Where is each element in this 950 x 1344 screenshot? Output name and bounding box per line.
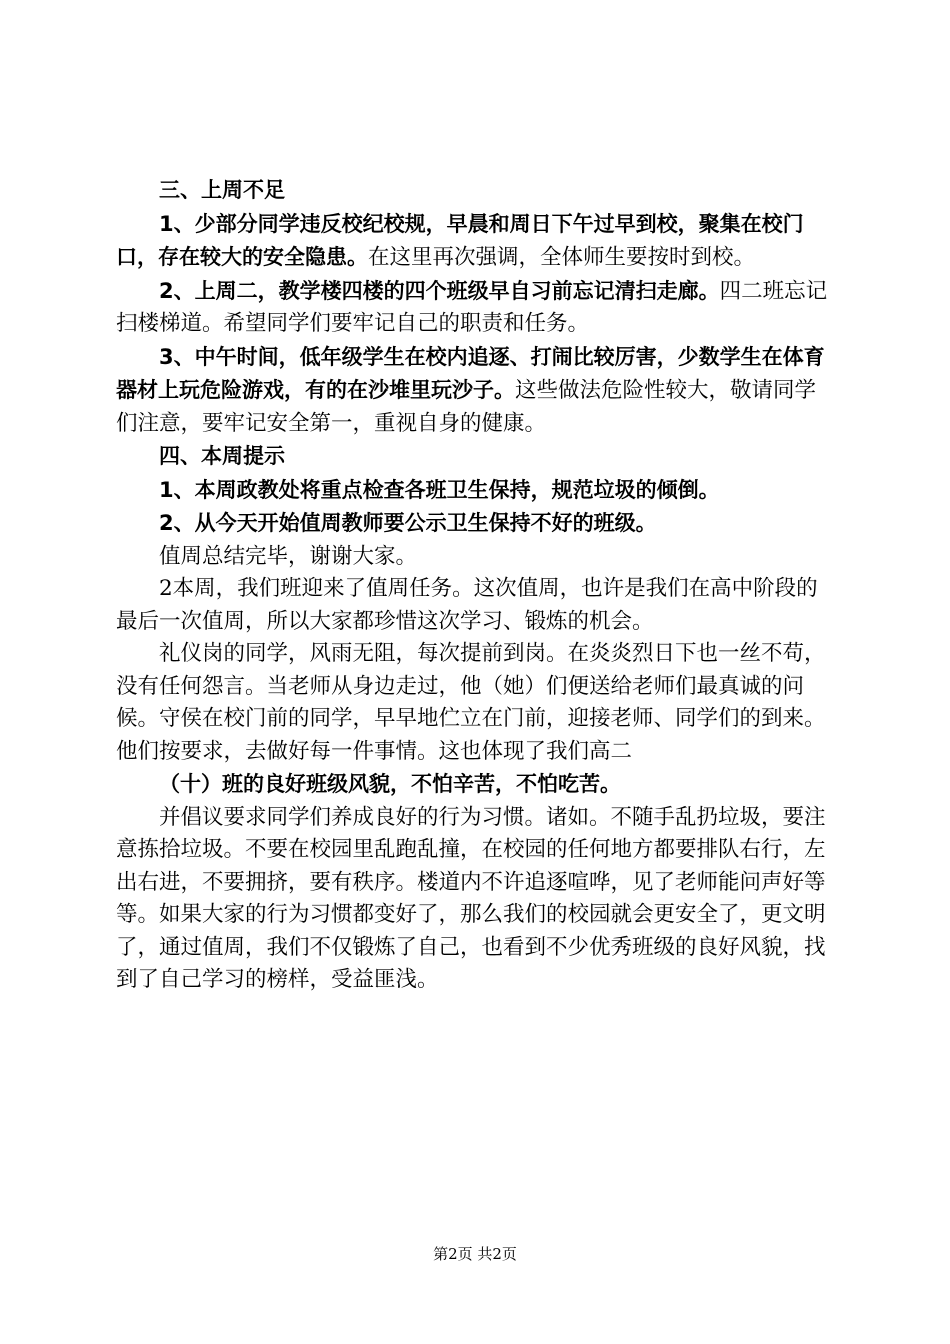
paragraph (116, 174, 836, 208)
regular-text: 在这里再次强调，全体师生要按时到校。 (368, 245, 756, 270)
paragraph (116, 440, 836, 474)
bold-text: 1、少部分同学违反校纪校规，早晨和周日下午过早到校，聚集在校门口，存在较大的安全隐患。 (116, 211, 804, 269)
bold-text: （十）班的良好班级风貌，不怕辛苦，不怕吃苦。 (159, 772, 621, 796)
paragraph (116, 507, 836, 541)
bold-text: 2、上周二，教学楼四楼的四个班级早自习前忘记清扫走廊。 (159, 278, 720, 303)
paragraph (116, 573, 836, 638)
page-footer: 第2页 共2页 (433, 1245, 517, 1263)
regular-text: 值周总结完毕，谢谢大家。 (159, 543, 418, 569)
bold-text: 3、中午时间，低年级学生在校内追逐、打闹比较厉害，少数学生在体育器材上玩危险游戏，有的在沙堆里玩沙子。 (116, 344, 825, 402)
paragraph (116, 802, 836, 997)
regular-text: 四二班忘记扫楼梯道。希望同学们要牢记自己的职责和任务。 (116, 278, 828, 336)
paragraph (116, 474, 836, 508)
paragraph (116, 208, 836, 275)
regular-text: 礼仪岗的同学，风雨无阻，每次提前到岗。在炎炎烈日下也一丝不苟，没有任何怨言。当老师从身边走过，他（她）们便送给老师们最真诚的问候。守侯在校门前的同学，早早地伫立在门前，迎接老师、同学们的到来。他们按要求，去做好每一件事情。这也体现了我们高二 (116, 641, 826, 764)
paragraph (116, 341, 836, 441)
bold-text: 四、本周提示 (159, 444, 285, 468)
bold-text: 1、本周政教处将重点检查各班卫生保持，规范垃圾的倾倒。 (159, 477, 720, 502)
paragraph (116, 541, 836, 574)
paragraph (116, 768, 836, 802)
regular-text: 并倡议要求同学们养成良好的行为习惯。诸如。不随手乱扔垃圾，要注意拣拾垃圾。不要在校园里乱跑乱撞，在校园的任何地方都要排队右行，左出右进，不要拥挤，要有秩序。楼道内不许追逐喧哗，见了老师能问声好等等。如果大家的行为习惯都变好了，那么我们的校园就会更安全了，更文明了，通过值周，我们不仅锻炼了自己，也看到不少优秀班级的良好风貌，找到了自己学习的榜样，受益匪浅。 (116, 804, 826, 992)
bold-text: 2、从今天开始值周教师要公示卫生保持不好的班级。 (159, 511, 657, 535)
bold-text: 三、上周不足 (159, 178, 285, 202)
regular-text: 2本周，我们班迎来了值周任务。这次值周，也许是我们在高中阶段的最后一次值周，所以大家都珍惜这次学习、锻炼的机会。 (116, 576, 818, 634)
paragraph (116, 638, 836, 768)
paragraph (116, 275, 836, 341)
document-body (116, 174, 836, 997)
regular-text: 这些做法危险性较大，敬请同学们注意，要牢记安全第一，重视自身的健康。 (116, 378, 817, 436)
